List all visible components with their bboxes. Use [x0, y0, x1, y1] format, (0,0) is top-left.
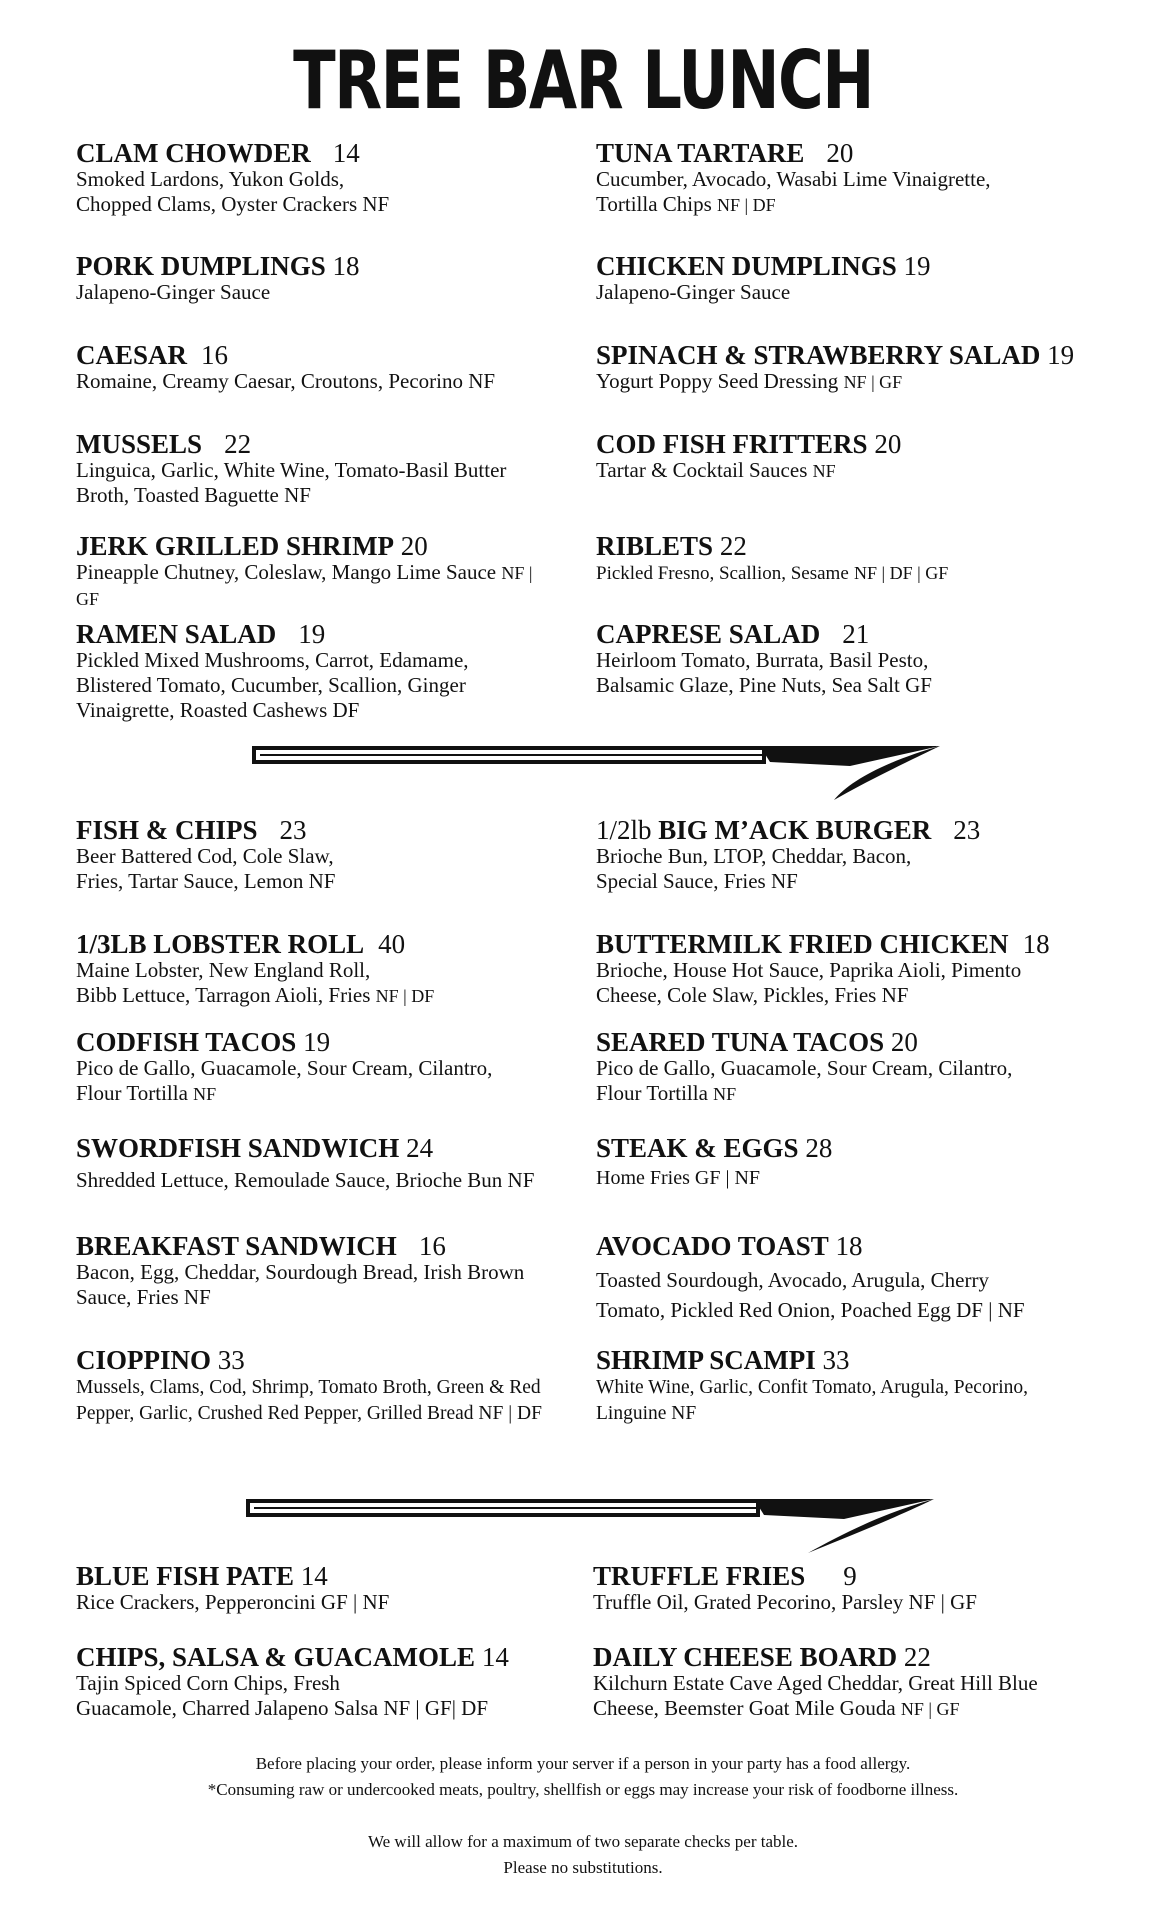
item-price: 22	[224, 429, 252, 459]
item-name: CAPRESE SALAD	[596, 619, 821, 649]
menu-item-swordfish-sandwich	[76, 1135, 586, 1193]
item-desc: Cheese, Beemster Goat Mile Gouda NF | GF	[593, 1696, 960, 1720]
menu-item-chips-salsa-guacamole	[76, 1644, 586, 1721]
allergy-notice: Before placing your order, please inform your server if a person in your party has a food allergy.	[255, 1754, 911, 1773]
item-price: 18	[332, 251, 360, 281]
item-desc: Beer Battered Cod, Cole Slaw,	[76, 844, 334, 868]
item-price: 19	[298, 619, 326, 649]
menu-item-riblets	[596, 533, 1106, 586]
menu-item-seared-tuna-tacos	[596, 1029, 1106, 1107]
item-price: 18	[1022, 929, 1050, 959]
menu-item-fish-and-chips	[76, 817, 586, 894]
item-price: 16	[418, 1231, 446, 1261]
item-desc: Bacon, Egg, Cheddar, Sourdough Bread, Irish Brown	[76, 1260, 525, 1284]
dietary-tag: NF	[362, 192, 390, 216]
dietary-tag: NF	[308, 869, 336, 893]
dietary-tag: NF	[881, 983, 909, 1007]
dietary-tag: NF |	[501, 563, 533, 583]
item-name: SWORDFISH SANDWICH	[76, 1133, 400, 1163]
item-name: PORK DUMPLINGS	[76, 251, 326, 281]
item-name: AVOCADO TOAST	[596, 1231, 829, 1261]
item-price: 16	[201, 340, 229, 370]
dietary-tag: NF	[284, 483, 311, 507]
item-name: DAILY CHEESE BOARD	[593, 1642, 898, 1672]
item-price: 20	[400, 531, 428, 561]
menu-item-lobster-roll	[76, 931, 586, 1009]
item-desc: Kilchurn Estate Cave Aged Cheddar, Great Hill Blue	[593, 1671, 1038, 1695]
dietary-tag: GF | NF	[694, 1167, 761, 1189]
dietary-tag: NF | DF	[478, 1403, 542, 1424]
dietary-tag: NF	[812, 461, 836, 481]
dietary-tag: GF | NF	[320, 1590, 390, 1614]
item-price: 23	[279, 815, 307, 845]
item-name: JERK GRILLED SHRIMP	[76, 531, 395, 561]
item-name: COD FISH FRITTERS	[596, 429, 868, 459]
menu-item-jerk-grilled-shrimp	[76, 533, 586, 612]
raw-food-warning: *Consuming raw or undercooked meats, poultry, shellfish or eggs may increase your risk of foodborne illness.	[207, 1780, 959, 1799]
item-name: BREAKFAST SANDWICH	[76, 1231, 397, 1261]
menu-item-cioppino	[76, 1347, 606, 1426]
item-price: 18	[835, 1231, 863, 1261]
item-name: RIBLETS	[596, 531, 714, 561]
item-desc: Tajin Spiced Corn Chips, Fresh	[76, 1671, 340, 1695]
item-desc: Pineapple Chutney, Coleslaw, Mango Lime Sauce NF |	[76, 560, 533, 584]
item-price: 33	[822, 1345, 850, 1375]
dietary-tag: NF	[183, 1285, 211, 1309]
dietary-tag: DF	[332, 698, 360, 722]
item-desc: Brioche Bun, LTOP, Cheddar, Bacon,	[596, 844, 912, 868]
menu-item-avocado-toast	[596, 1233, 1106, 1325]
dietary-tag: DF | NF	[956, 1298, 1025, 1322]
item-desc: Chopped Clams, Oyster Crackers NF	[76, 192, 390, 216]
item-desc: Linguine NF	[596, 1403, 697, 1424]
menu-item-spinach-strawberry-salad	[596, 342, 1136, 395]
item-desc: Flour Tortilla NF	[76, 1081, 217, 1105]
dietary-tag: NF | DF	[375, 986, 435, 1006]
dietary-tag: NF	[713, 1084, 737, 1104]
item-price: 14	[481, 1642, 509, 1672]
item-name: TRUFFLE FRIES	[593, 1561, 806, 1591]
item-price: 20	[826, 138, 854, 168]
item-name: CHIPS, SALSA & GUACAMOLE	[76, 1642, 476, 1672]
menu-item-cod-fish-fritters	[596, 431, 1106, 484]
arrow-divider-icon	[250, 740, 950, 804]
item-desc: Yogurt Poppy Seed Dressing NF | GF	[596, 369, 903, 393]
item-name: FISH & CHIPS	[76, 815, 258, 845]
item-price: 9	[843, 1561, 857, 1591]
item-desc: Toasted Sourdough, Avocado, Arugula, Cherry	[596, 1268, 989, 1292]
item-desc: Tortilla Chips NF | DF	[596, 192, 776, 216]
item-desc: Rice Crackers, Pepperoncini GF | NF	[76, 1590, 390, 1614]
item-name: CODFISH TACOS	[76, 1027, 297, 1057]
menu-item-ramen-salad	[76, 621, 586, 723]
menu-title: TREE BAR LUNCH	[293, 34, 873, 127]
item-price: 19	[303, 1027, 331, 1057]
item-name: SHRIMP SCAMPI	[596, 1345, 816, 1375]
menu-item-breakfast-sandwich	[76, 1233, 586, 1310]
dietary-tag: NF	[468, 369, 496, 393]
item-desc: Vinaigrette, Roasted Cashews DF	[76, 698, 360, 722]
item-size: 1/2lb	[596, 815, 652, 845]
item-name: TUNA TARTARE	[596, 138, 805, 168]
item-desc: Fries, Tartar Sauce, Lemon NF	[76, 869, 336, 893]
item-name: SEARED TUNA TACOS	[596, 1027, 885, 1057]
item-desc: Pickled Mixed Mushrooms, Carrot, Edamame,	[76, 648, 469, 672]
item-desc: White Wine, Garlic, Confit Tomato, Arugula, Pecorino,	[596, 1377, 1028, 1398]
item-desc: Cheese, Cole Slaw, Pickles, Fries NF	[596, 983, 909, 1007]
item-name: BLUE FISH PATE	[76, 1561, 295, 1591]
menu-item-caprese-salad	[596, 621, 1106, 698]
dietary-tag: NF | GF	[843, 372, 903, 392]
item-desc: Sauce, Fries NF	[76, 1285, 211, 1309]
item-name: BUTTERMILK FRIED CHICKEN	[596, 929, 1009, 959]
item-price: 20	[874, 429, 902, 459]
menu-item-big-mack-burger	[596, 817, 1106, 894]
menu-item-shrimp-scampi	[596, 1347, 1116, 1426]
dietary-tag: GF	[905, 673, 932, 697]
dietary-tag: NF	[193, 1084, 217, 1104]
item-price: 20	[890, 1027, 918, 1057]
item-desc: Tartar & Cocktail Sauces NF	[596, 458, 836, 482]
menu-item-pork-dumplings	[76, 253, 586, 305]
dietary-tag: NF | GF	[908, 1590, 977, 1614]
item-price: 28	[805, 1133, 833, 1163]
item-desc: Bibb Lettuce, Tarragon Aioli, Fries NF | DF	[76, 983, 435, 1007]
item-desc: Mussels, Clams, Cod, Shrimp, Tomato Broth, Green & Red	[76, 1377, 541, 1398]
item-desc: Home Fries GF | NF	[596, 1167, 761, 1189]
menu-item-chicken-dumplings	[596, 253, 1106, 305]
item-desc: Pepper, Garlic, Crushed Red Pepper, Grilled Bread NF | DF	[76, 1403, 542, 1424]
item-price: 23	[953, 815, 981, 845]
item-name: 1/3LB LOBSTER ROLL	[76, 929, 365, 959]
menu-item-mussels	[76, 431, 586, 508]
menu-item-buttermilk-fried-chicken	[596, 931, 1106, 1008]
item-desc: Blistered Tomato, Cucumber, Scallion, Ginger	[76, 673, 466, 697]
menu-item-clam-chowder	[76, 140, 586, 217]
dietary-tag: NF | DF	[717, 195, 776, 215]
item-price: 21	[842, 619, 870, 649]
item-desc: Jalapeno-Ginger Sauce	[596, 280, 791, 304]
item-price: 19	[903, 251, 931, 281]
arrow-divider-icon	[244, 1493, 944, 1557]
item-desc: Romaine, Creamy Caesar, Croutons, Pecorino NF	[76, 369, 496, 393]
item-name: STEAK & EGGS	[596, 1133, 799, 1163]
item-desc: Maine Lobster, New England Roll,	[76, 958, 371, 982]
item-price: 19	[1047, 340, 1075, 370]
menu-item-tuna-tartare	[596, 140, 1106, 218]
item-name: BIG M’ACK BURGER	[658, 815, 932, 845]
item-price: 24	[406, 1133, 434, 1163]
item-name: RAMEN SALAD	[76, 619, 277, 649]
item-desc: Cucumber, Avocado, Wasabi Lime Vinaigrette,	[596, 167, 991, 191]
item-desc: Shredded Lettuce, Remoulade Sauce, Brioche Bun NF	[76, 1168, 535, 1192]
item-name: SPINACH & STRAWBERRY SALAD	[596, 340, 1041, 370]
dietary-tag: NF | GF| DF	[383, 1696, 489, 1720]
item-price: 33	[217, 1345, 245, 1375]
dietary-tag: NF	[507, 1168, 535, 1192]
substitution-policy: Please no substitutions.	[503, 1858, 663, 1877]
item-desc: Smoked Lardons, Yukon Golds,	[76, 167, 345, 191]
menu-item-daily-cheese-board	[593, 1644, 1113, 1722]
menu-item-caesar	[76, 342, 586, 394]
item-desc: Guacamole, Charred Jalapeno Salsa NF | GF| DF	[76, 1696, 489, 1720]
dietary-tag: NF	[671, 1403, 697, 1424]
item-desc: GF	[76, 589, 100, 609]
dietary-tag: NF	[770, 869, 798, 893]
menu-item-blue-fish-pate	[76, 1563, 586, 1615]
item-desc: Pico de Gallo, Guacamole, Sour Cream, Cilantro,	[76, 1056, 493, 1080]
item-name: CAESAR	[76, 340, 188, 370]
menu-item-truffle-fries	[593, 1563, 1113, 1615]
item-desc: Tomato, Pickled Red Onion, Poached Egg DF | NF	[596, 1298, 1025, 1322]
item-desc: Flour Tortilla NF	[596, 1081, 737, 1105]
item-desc: Truffle Oil, Grated Pecorino, Parsley NF | GF	[593, 1590, 977, 1614]
item-desc: Linguica, Garlic, White Wine, Tomato-Basil Butter	[76, 458, 507, 482]
item-price: 22	[719, 531, 747, 561]
item-price: 14	[300, 1561, 328, 1591]
item-name: MUSSELS	[76, 429, 203, 459]
menu-item-codfish-tacos	[76, 1029, 586, 1107]
item-price: 14	[332, 138, 360, 168]
item-desc: Balsamic Glaze, Pine Nuts, Sea Salt GF	[596, 673, 932, 697]
item-desc: Special Sauce, Fries NF	[596, 869, 798, 893]
item-desc: Pico de Gallo, Guacamole, Sour Cream, Cilantro,	[596, 1056, 1013, 1080]
item-price: 22	[903, 1642, 931, 1672]
item-desc: Heirloom Tomato, Burrata, Basil Pesto,	[596, 648, 929, 672]
item-name: CLAM CHOWDER	[76, 138, 311, 168]
item-desc: Broth, Toasted Baguette NF	[76, 483, 311, 507]
item-desc: Pickled Fresno, Scallion, Sesame NF | DF | GF	[596, 563, 949, 584]
item-desc: Brioche, House Hot Sauce, Paprika Aioli, Pimento	[596, 958, 1022, 982]
dietary-tag: NF | DF | GF	[854, 563, 949, 583]
menu-item-steak-and-eggs	[596, 1135, 1106, 1191]
dietary-tag: NF | GF	[900, 1699, 960, 1719]
item-name: CHICKEN DUMPLINGS	[596, 251, 897, 281]
item-name: CIOPPINO	[76, 1345, 211, 1375]
checks-policy: We will allow for a maximum of two separate checks per table.	[367, 1832, 799, 1851]
item-desc: Jalapeno-Ginger Sauce	[76, 280, 271, 304]
item-price: 40	[378, 929, 406, 959]
